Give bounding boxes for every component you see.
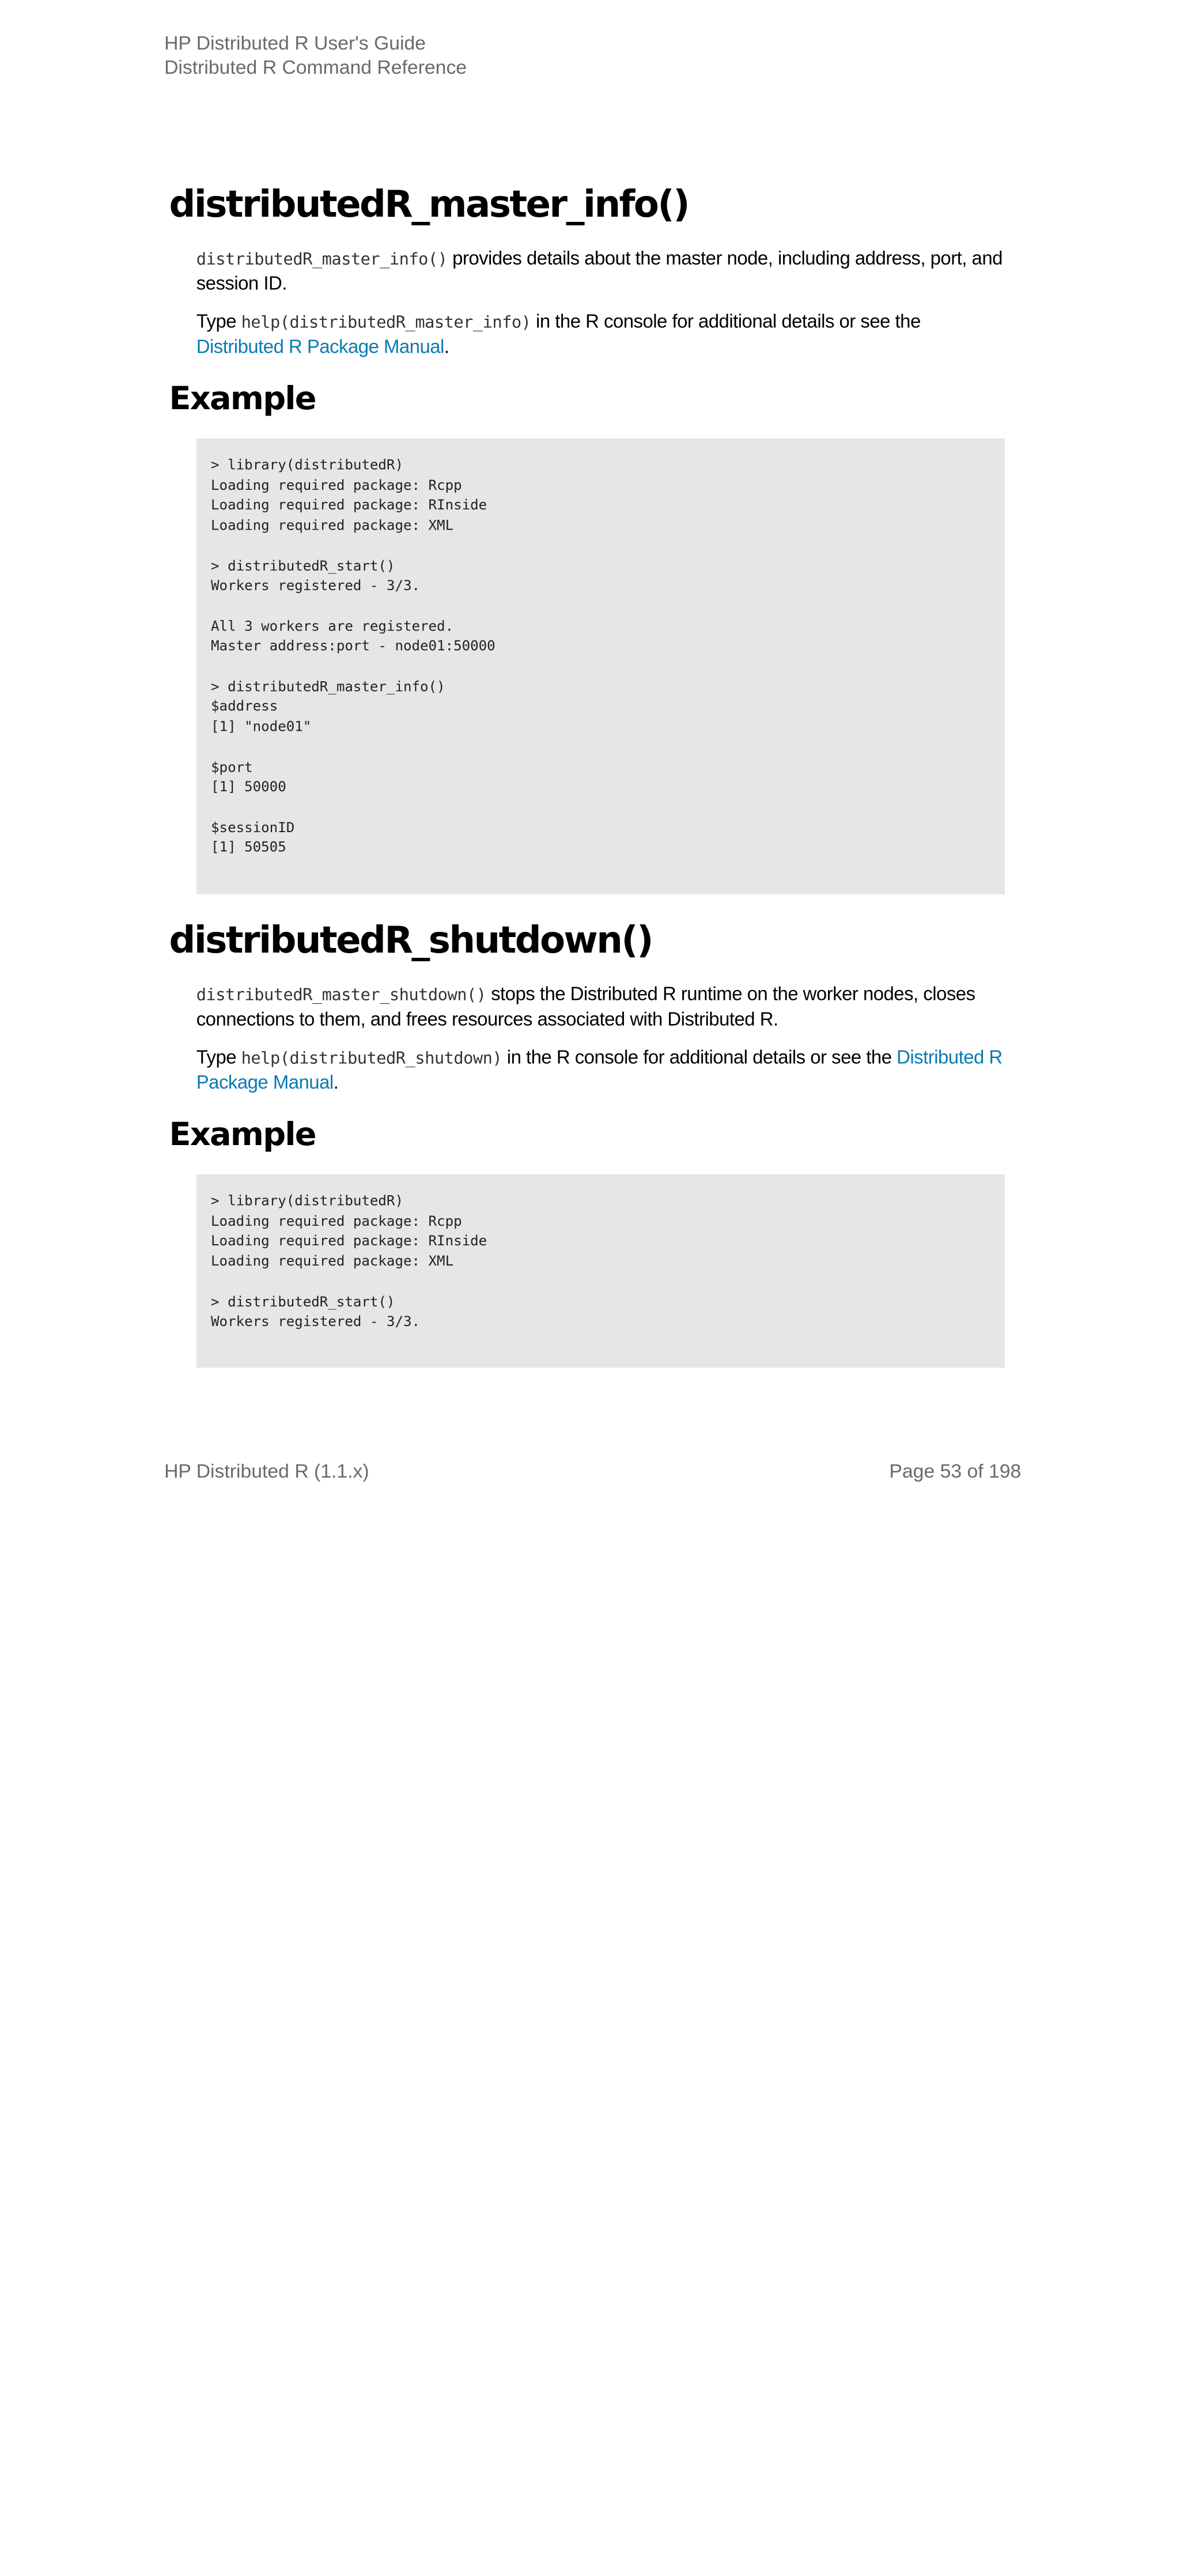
- footer-page-number: Page 53 of 198: [889, 1461, 1022, 1483]
- code-example-text: > library(distributedR) Loading required package: Rcpp Loading required package: RInside Loading required package: XML > distributedR_start() Workers registered - 3/3.: [211, 1193, 487, 1330]
- section-heading-master-info: distributedR_master_info(): [169, 183, 689, 226]
- guide-title: HP Distributed R User's Guide: [164, 33, 426, 55]
- code-example-text: > library(distributedR) Loading required package: Rcpp Loading required package: RInside Loading required package: XML > distributedR_start() Workers registered - 3/3. All 3 workers are registered. Master address:port - node01:50000 > distributedR_master_info() $address [1] "node01" $port [1] 50000 $sessionID [1] 50505: [211, 458, 496, 856]
- running-header: [164, 32, 467, 81]
- section-heading-shutdown: distributedR_shutdown(): [169, 919, 652, 962]
- description-text: stops the Distributed R runtime on the worker nodes, closes connections to them, and frees resources associated with Distributed R.: [196, 984, 975, 1031]
- help-end: .: [444, 336, 449, 358]
- description-text: provides details about the master node, including address, port, and session ID.: [196, 248, 1003, 295]
- help-mid-text: in the R console for additional details or see the: [502, 1047, 897, 1068]
- footer-product: HP Distributed R (1.1.x): [164, 1461, 369, 1483]
- shutdown-help-text: [196, 1046, 1013, 1096]
- function-name-code: distributedR_master_info(): [196, 250, 448, 270]
- package-manual-link[interactable]: Distributed R Package Manual: [196, 1047, 1003, 1094]
- chapter-title: Distributed R Command Reference: [164, 57, 467, 79]
- master-info-help-text: [196, 310, 1013, 360]
- help-command-code: help(distributedR_master_info): [241, 313, 531, 333]
- help-command-code: help(distributedR_shutdown): [241, 1049, 502, 1068]
- package-manual-link[interactable]: Distributed R Package Manual: [196, 336, 444, 358]
- master-info-description: [196, 247, 1013, 296]
- help-prefix: Type: [196, 311, 241, 333]
- help-mid-text: in the R console for additional details or see the: [531, 311, 921, 333]
- help-end: .: [333, 1072, 339, 1094]
- example-heading: Example: [169, 379, 316, 417]
- help-prefix: Type: [196, 1047, 241, 1068]
- example-heading: Example: [169, 1115, 316, 1153]
- shutdown-description: [196, 983, 1013, 1032]
- code-example-block: [196, 1174, 1005, 1368]
- code-example-block: [196, 439, 1005, 894]
- function-name-code: distributedR_master_shutdown(): [196, 985, 486, 1006]
